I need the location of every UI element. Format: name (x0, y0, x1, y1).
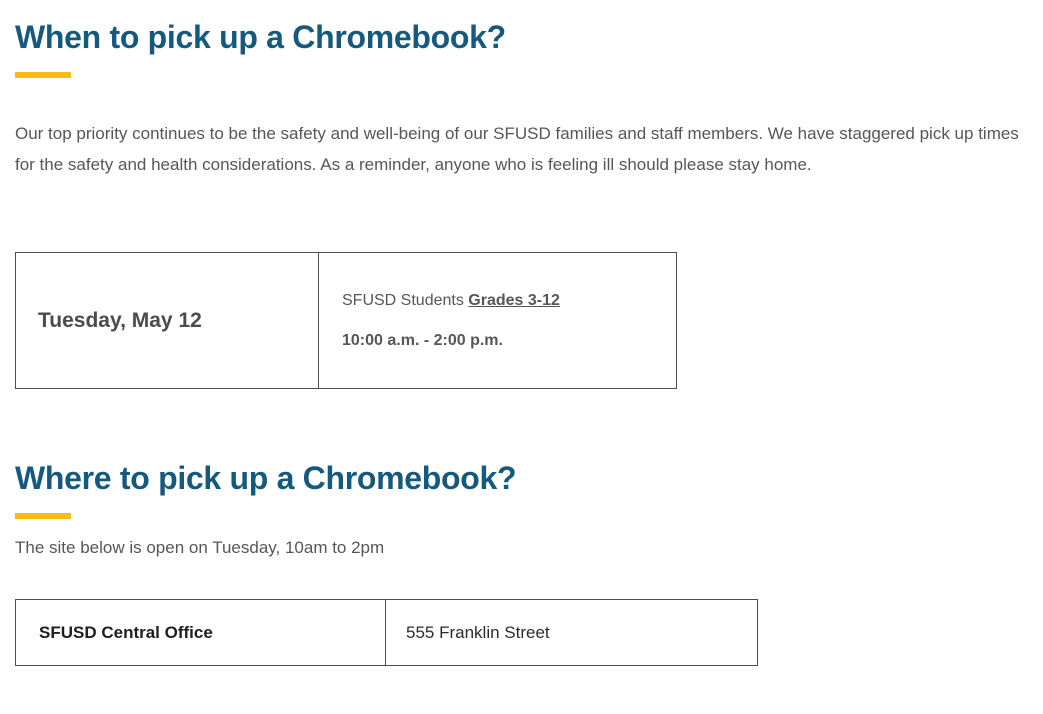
pickup-date-cell: Tuesday, May 12 (16, 253, 319, 389)
where-section (15, 389, 1028, 666)
schedule-table-row (16, 253, 677, 389)
audience-prefix-text: SFUSD Students (342, 291, 469, 309)
accent-divider (15, 513, 71, 519)
audience-line (342, 292, 675, 310)
where-heading: Where to pick up a Chromebook? (15, 460, 517, 496)
pickup-schedule-table (15, 252, 677, 389)
site-name-cell: SFUSD Central Office (16, 600, 386, 666)
pickup-time-text: 10:00 a.m. - 2:00 p.m. (342, 331, 503, 349)
where-intro-text: The site below is open on Tuesday, 10am to 2pm (15, 538, 385, 557)
accent-divider (15, 72, 71, 78)
site-address-cell: 555 Franklin Street (386, 600, 758, 666)
pickup-location-table (15, 599, 758, 666)
pickup-info-cell (319, 253, 677, 389)
when-section (15, 0, 1028, 389)
when-paragraph: Our top priority continues to be the safety and well-being of our SFUSD families and staff members. We have staggered pick up times for the safety and health considerations. As a reminder, anyone who is feeling ill should please stay home. (15, 124, 1019, 174)
location-table-row (16, 600, 758, 666)
grades-3-12-link[interactable]: Grades 3-12 (468, 291, 560, 309)
when-heading: When to pick up a Chromebook? (15, 19, 506, 55)
